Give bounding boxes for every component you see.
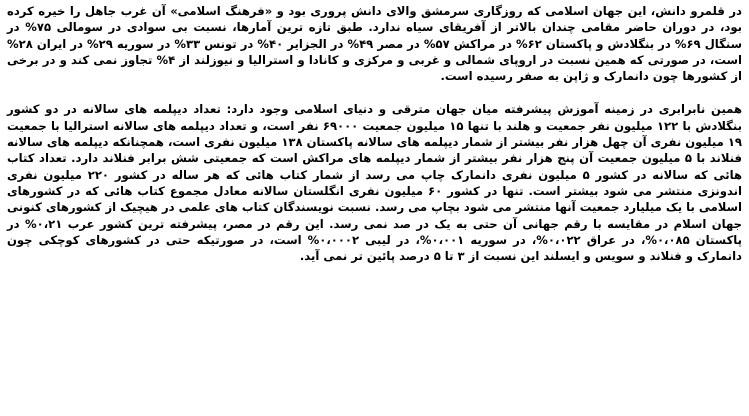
- paragraph-literacy: در قلمرو دانش، این جهان اسلامی که روزگاری سرمشق والای دانش پروری بود و «فرهنگ اسلامی» آن غرب جاهل را خیره کرده بود، در دوران حاضر مقامی چندان بالاتر از آفریقای سیاه ندارد. طبق تازه ترین آمارها، نسبت بی سوادی در سومالی ۷۵% در سنگال ۶۹% در بنگلادش و پاکستان ۶۲% در مراکش ۵۷% در مصر ۴۹% در الجزایر ۴۰% در تونس ۳۳% در سوریه ۲۹% در ایران ۲۸% است، در صورتی که همین نسبت در اروپای شمالی و غربی و مرکزی و کانادا و استرالیا و نیوزلند از ۴% تجاوز نمی کند و در برخی از کشورها چون دانمارک و ژاپن به صفر رسیده است.: [7, 4, 742, 84]
- paragraph-education: همین نابرابری در زمینه آموزش پیشرفته میان جهان مترقی و دنیای اسلامی وجود دارد: تعداد دیپلمه های سالانه در دو کشور بنگلادش با ۱۲۲ میلیون نفر جمعیت و هلند با تنها ۱۵ میلیون جمعیت ۶۹۰۰۰ نفر است، و تعداد دیپلمه های سالانه استرالیا با جمعیت ۱۹ میلیون نفری آن چهل هزار نفر بیشتر از شمار دیپلمه های سالانه پاکستان ۱۳۸ میلیون نفری است، همچنانکه دیپلمه های سالانه فنلاند با ۵ میلیون جمعیت آن پنج هزار نفر بیشتر از شمار دیپلمه های مراکش است که جمعیتی شش برابر فنلاند دارد. تعداد کتاب هائی که سالانه در کشور ۵ میلیون نفری دانمارک چاپ می رسد از شمار کتاب هائی که هر ساله در کشور ۲۲۰ میلیون نفری اندونزی منتشر می شود بیشتر است. تنها در کشور ۶۰ میلیون نفری انگلستان سالانه معادل مجموع کتاب هائی که در کشورهای اسلامی با یک میلیارد جمعیت آنها منتشر می شود بچاپ می رسد. نسبت نویسندگان کتاب های علمی در هیچیک از کشورهای کنونی جهان اسلام در مقایسه با رقم جهانی آن حتی به یک در صد نمی رسد. این رقم در مصر، پیشرفته ترین کشور عرب ۰،۲۱% در پاکستان ۰،۰۸۵%، در عراق ۰،۰۲۲%، در سوریه ۰،۰۰۱%، در لیبی ۰،۰۰۰۲% است، در صورتیکه حتی در کشورهای کوچکی چون دانمارک و فنلاند و سویس و ایسلند این نسبت از ۳ تا ۵ درصد پائین تر نمی آید.: [7, 102, 743, 264]
